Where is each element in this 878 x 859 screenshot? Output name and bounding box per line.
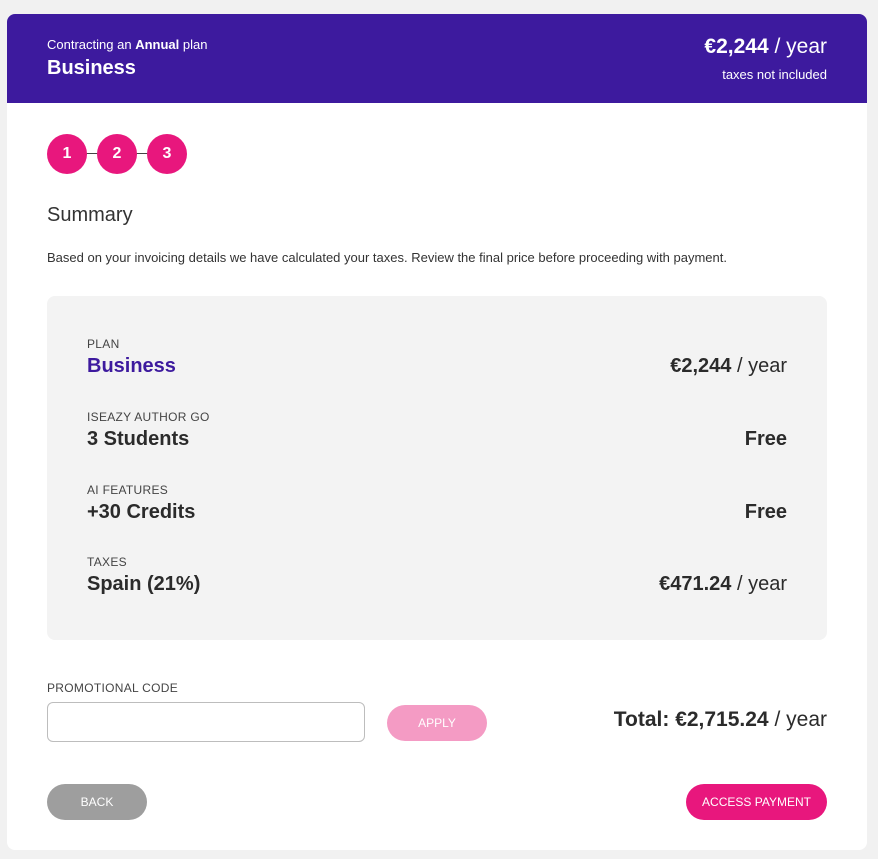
summary-box: [47, 296, 827, 640]
step-3: 3: [147, 134, 187, 174]
row-value: 3 Students: [87, 428, 190, 450]
header-plan-name: Business: [47, 57, 136, 79]
contracting-prefix: Contracting an: [47, 37, 132, 52]
row-label: ISEAZY AUTHOR GO: [87, 410, 210, 424]
header-price: [704, 35, 827, 59]
row-price: [745, 428, 787, 451]
row-price: [659, 573, 787, 596]
row-value: Spain (21%): [87, 573, 201, 595]
row-price: [670, 355, 787, 378]
row-period: / year: [736, 355, 787, 377]
summary-row-plan: [87, 337, 787, 393]
summary-title: Summary: [47, 204, 133, 226]
header-price-amount: €2,244: [704, 35, 769, 58]
step-indicator: [47, 134, 187, 174]
total-price: [614, 708, 827, 732]
apply-button[interactable]: APPLY: [387, 705, 487, 741]
total-amount: €2,715.24: [675, 708, 769, 731]
step-1: 1: [47, 134, 87, 174]
summary-row-taxes: [87, 555, 787, 611]
summary-row-ai-features: [87, 483, 787, 539]
row-value: +30 Credits: [87, 501, 196, 523]
row-amount: €471.24: [659, 573, 732, 595]
summary-description: Based on your invoicing details we have calculated your taxes. Review the final price before proceeding with payment.: [47, 250, 727, 265]
row-label: TAXES: [87, 555, 127, 569]
back-button[interactable]: BACK: [47, 784, 147, 820]
total-label: Total:: [613, 708, 670, 731]
row-label: PLAN: [87, 337, 120, 351]
row-amount: Free: [744, 501, 787, 523]
plan-header: [7, 14, 867, 103]
row-period: / year: [736, 573, 787, 595]
step-2: 2: [97, 134, 137, 174]
checkout-card: [7, 14, 867, 850]
promo-code-label: PROMOTIONAL CODE: [47, 681, 179, 695]
billing-period: Annual: [135, 37, 180, 52]
contracting-suffix: plan: [182, 37, 208, 52]
header-price-period: / year: [774, 35, 827, 58]
row-price: [745, 501, 787, 524]
summary-row-author-go: [87, 410, 787, 466]
row-amount: Free: [744, 428, 787, 450]
promo-code-input[interactable]: [47, 702, 365, 742]
total-period: / year: [774, 708, 827, 731]
row-label: AI FEATURES: [87, 483, 169, 497]
contracting-text: [47, 37, 207, 52]
access-payment-button[interactable]: ACCESS PAYMENT: [686, 784, 827, 820]
taxes-note: taxes not included: [722, 67, 827, 82]
row-value: Business: [87, 355, 176, 377]
row-amount: €2,244: [670, 355, 732, 377]
